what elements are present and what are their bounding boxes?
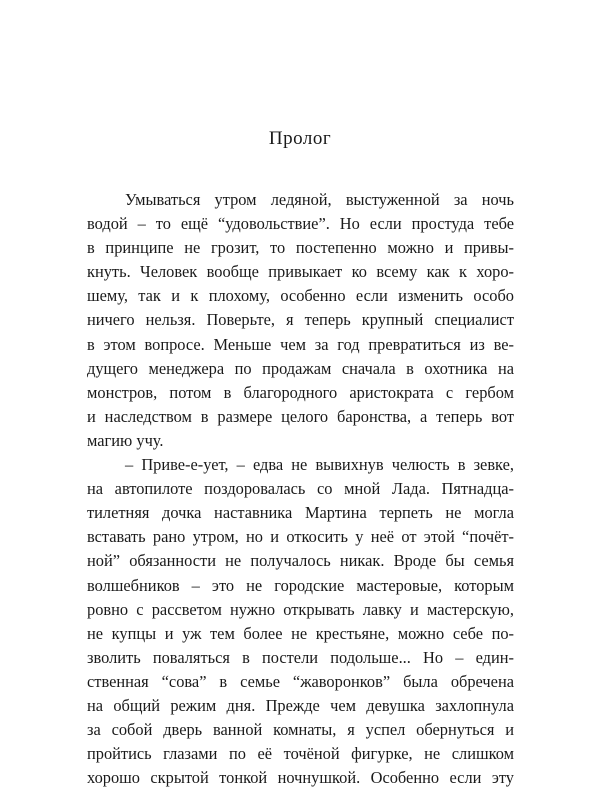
text-line: на автопилоте поздоровалась со мной Лада. Пятнадца- [87, 479, 514, 499]
text-line: – Приве-е-ует, – едва не вывихнув челюсть в зевке, [125, 455, 514, 475]
text-line: хорошо скрытой тонкой ночнушкой. Особенно если эту [87, 768, 514, 788]
text-line: зволить поваляться в постели подольше... Но – един- [87, 647, 514, 667]
paragraph-2 [87, 453, 514, 790]
text-line: магию учу. [87, 430, 164, 450]
text-line: волшебников – это не городские мастеровые, которым [87, 575, 514, 595]
text-line: пройтись глазами по её точёной фигурке, не слишком [87, 744, 514, 764]
text-line: водой – то ещё “удовольствие”. Но если простуда тебе [87, 214, 514, 234]
text-line: тилетняя дочка наставника Мартина терпеть не могла [87, 503, 514, 523]
chapter-body [87, 188, 514, 790]
text-line: ровно с рассветом нужно открывать лавку и мастерскую, [87, 599, 514, 619]
chapter-title: Пролог [268, 128, 332, 149]
text-line: не купцы и уж тем более не крестьяне, можно себе по- [87, 623, 514, 643]
text-line: дущего менеджера по продажам сначала в охотника на [87, 358, 514, 378]
text-line: кнуть. Человек вообще привыкает ко всему как к хоро- [87, 262, 514, 282]
text-line: за собой дверь ванной комнаты, я успел обернуться и [87, 720, 514, 740]
text-line: Умываться утром ледяной, выстуженной за ночь [125, 190, 514, 209]
text-line: на общий режим дня. Прежде чем девушка захлопнула [87, 695, 514, 715]
text-line: ничего нельзя. Поверьте, я теперь крупный специалист [87, 310, 514, 330]
text-line: монстров, потом в благородного аристократа с гербом [87, 382, 514, 402]
text-line: в этом вопросе. Меньше чем за год превратиться из ве- [87, 334, 514, 354]
text-line: ной” обязанности не получалось никак. Вроде бы семья [87, 551, 514, 571]
text-line: вставать рано утром, но и откосить у неё от этой “почёт- [87, 527, 514, 547]
text-line: шему, так и к плохому, особенно если изменить особо [87, 286, 514, 306]
text-line: ственная “сова” в семье “жаворонков” была обречена [87, 671, 514, 691]
text-line: и наследством в размере целого баронства, а теперь вот [87, 406, 514, 426]
text-line: в принципе не грозит, то постепенно можно и привы- [87, 238, 514, 258]
paragraph-1 [87, 188, 514, 453]
